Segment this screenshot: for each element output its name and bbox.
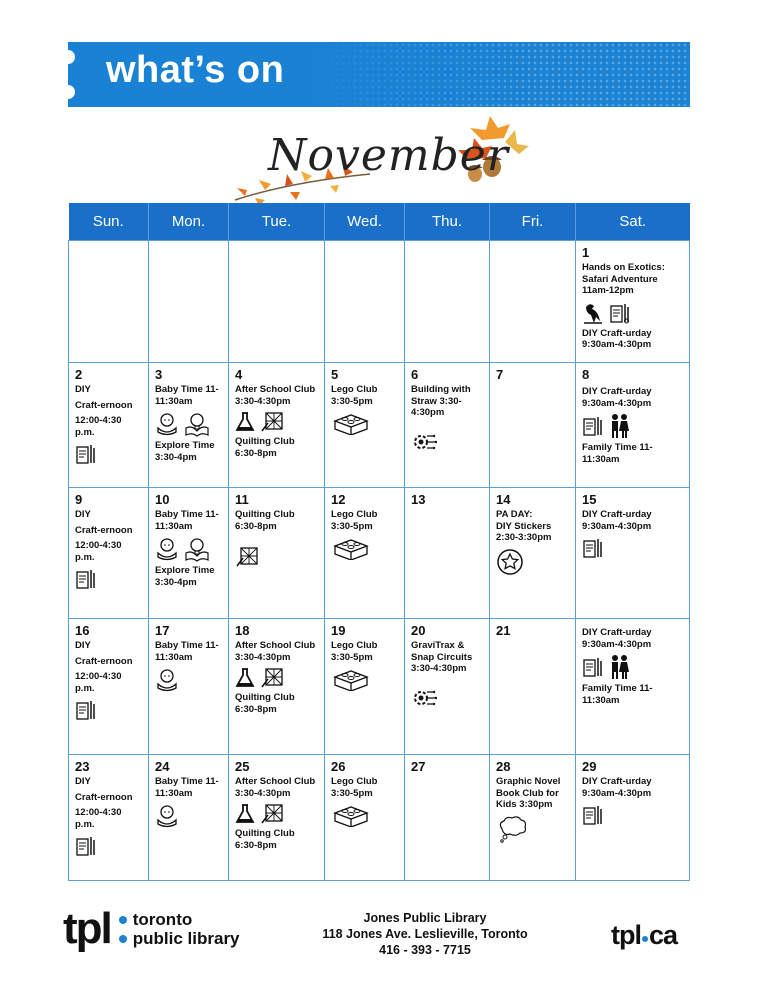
banner-title: what’s on — [106, 49, 285, 91]
logo-dot — [119, 916, 127, 924]
day-number: 14 — [496, 492, 511, 507]
event-text: Craft-ernoon — [75, 524, 133, 536]
day-number: 21 — [496, 623, 511, 638]
lightbulb-book-icon — [184, 536, 210, 562]
day-number: 23 — [75, 759, 90, 774]
weekday-thu: Thu. — [405, 203, 490, 241]
day-number: 27 — [411, 759, 426, 774]
library-name: Jones Public Library — [363, 911, 487, 925]
weekday-mon: Mon. — [149, 203, 229, 241]
day-cell — [405, 488, 490, 619]
weekday-header-row — [69, 203, 690, 241]
day-cell-empty — [69, 241, 149, 363]
event-text: Quilting Club 6:30-8pm — [235, 692, 295, 715]
family-icon — [609, 654, 631, 680]
week-row — [69, 619, 690, 755]
day-number: 17 — [155, 623, 170, 638]
flask-icon — [235, 667, 255, 689]
day-number: 24 — [155, 759, 170, 774]
day-number: 16 — [75, 623, 90, 638]
day-cell — [69, 619, 149, 755]
event-text: DIY — [75, 509, 91, 520]
website-dot — [642, 936, 648, 942]
event-text: Family Time 11-11:30am — [582, 683, 653, 706]
lego-brick-icon — [331, 536, 371, 560]
day-number: 19 — [331, 623, 346, 638]
day-number: 2 — [75, 367, 83, 382]
event-text: DIY — [75, 384, 91, 395]
day-cell — [576, 241, 690, 363]
event-text: DIY — [75, 776, 91, 787]
event-text: Building with Straw 3:30-4:30pm — [411, 384, 471, 418]
day-cell — [229, 755, 325, 881]
weekday-sat: Sat. — [576, 203, 690, 241]
event-text: Lego Club 3:30-5pm — [331, 384, 378, 407]
day-cell — [325, 619, 405, 755]
day-number: 5 — [331, 367, 339, 382]
event-text: PA DAY: — [496, 509, 533, 520]
day-number: 4 — [235, 367, 243, 382]
day-cell — [490, 619, 576, 755]
event-text: DIY Craft-urday 9:30am-4:30pm — [582, 776, 652, 799]
event-text: Baby Time 11-11:30am — [155, 776, 219, 799]
day-cell-empty — [405, 241, 490, 363]
weekday-tue: Tue. — [229, 203, 325, 241]
baby-icon — [155, 411, 179, 437]
day-cell — [229, 363, 325, 488]
day-cell — [229, 619, 325, 755]
event-text: Hands on Exotics: Safari Adventure 11am-12pm — [582, 262, 665, 296]
day-number: 28 — [496, 759, 511, 774]
day-number: 13 — [411, 492, 426, 507]
weekday-fri: Fri. — [490, 203, 576, 241]
tpl-logo — [63, 904, 240, 953]
week-row — [69, 488, 690, 619]
day-number: 9 — [75, 492, 83, 507]
library-phone: 416 - 393 - 7715 — [379, 943, 471, 957]
event-text: 12:00-4:30 p.m. — [75, 807, 122, 830]
day-number: 6 — [411, 367, 419, 382]
banner-dot-pattern — [310, 42, 690, 107]
week-row — [69, 755, 690, 881]
lego-brick-icon — [331, 411, 371, 435]
baby-icon — [155, 536, 179, 562]
flask-icon — [235, 411, 255, 433]
day-cell-empty — [149, 241, 229, 363]
day-number: 20 — [411, 623, 426, 638]
calendar-grid — [68, 203, 690, 881]
event-text: 12:00-4:30 p.m. — [75, 671, 122, 694]
website-text-pre: tpl — [611, 920, 641, 950]
day-cell — [405, 755, 490, 881]
craft-supplies-icon — [75, 834, 97, 858]
event-text: DIY Craft-urday 9:30am-4:30pm — [582, 386, 652, 409]
day-cell — [149, 619, 229, 755]
day-number: 15 — [582, 492, 597, 507]
event-text: 12:00-4:30 p.m. — [75, 415, 122, 438]
family-icon — [609, 413, 631, 439]
lego-brick-icon — [331, 803, 371, 827]
event-text: Explore Time 3:30-4pm — [155, 565, 215, 588]
website-text-post: ca — [649, 920, 678, 950]
library-street: 118 Jones Ave. Leslieville, Toronto — [322, 927, 528, 941]
day-number: 26 — [331, 759, 346, 774]
day-cell — [576, 619, 690, 755]
quilt-icon — [260, 803, 284, 825]
flask-icon — [235, 803, 255, 825]
tpl-website-logo — [611, 920, 677, 951]
event-text: Baby Time 11-11:30am — [155, 384, 219, 407]
lightbulb-book-icon — [184, 411, 210, 437]
event-text: After School Club 3:30-4:30pm — [235, 776, 316, 799]
day-cell — [69, 755, 149, 881]
day-cell — [490, 755, 576, 881]
event-text: GraviTrax & Snap Circuits 3:30-4:30pm — [411, 640, 473, 674]
day-number: 3 — [155, 367, 163, 382]
logo-text-toronto: toronto — [132, 910, 193, 929]
day-cell — [576, 755, 690, 881]
quilt-icon — [260, 667, 284, 689]
week-row — [69, 363, 690, 488]
day-cell — [149, 363, 229, 488]
event-text: DIY Craft-urday 9:30am-4:30pm — [582, 509, 652, 532]
quilt-icon — [260, 411, 284, 433]
quilt-icon — [235, 546, 259, 568]
day-number: 8 — [582, 367, 590, 382]
day-cell — [325, 363, 405, 488]
craft-supplies-icon — [582, 536, 604, 560]
parrot-icon — [582, 301, 604, 325]
event-text: Lego Club 3:30-5pm — [331, 776, 378, 799]
day-number: 11 — [235, 492, 249, 507]
lego-brick-icon — [331, 667, 371, 691]
event-text: Craft-ernoon — [75, 399, 133, 411]
event-text: Explore Time 3:30-4pm — [155, 440, 215, 463]
day-cell-empty — [325, 241, 405, 363]
logo-text-public-library: public library — [132, 929, 240, 948]
day-cell — [229, 488, 325, 619]
month-heading — [230, 112, 530, 204]
event-text: DIY Craft-urday 9:30am-4:30pm — [582, 327, 652, 350]
craft-supplies-icon — [582, 414, 604, 438]
event-text: Quilting Club 6:30-8pm — [235, 509, 295, 532]
day-number: 1 — [582, 245, 590, 260]
month-title: November — [268, 130, 509, 181]
day-cell — [490, 363, 576, 488]
day-number: 18 — [235, 623, 250, 638]
craft-supplies-icon — [75, 442, 97, 466]
craft-supplies-icon — [609, 301, 631, 325]
banner-notch — [68, 50, 75, 64]
event-text: Family Time 11-11:30am — [582, 442, 653, 465]
event-text: 12:00-4:30 p.m. — [75, 540, 122, 563]
day-number: 10 — [155, 492, 170, 507]
event-text: Lego Club 3:30-5pm — [331, 640, 378, 663]
event-text: Quilting Club 6:30-8pm — [235, 436, 295, 459]
event-text: Lego Club 3:30-5pm — [331, 509, 378, 532]
event-text: Baby Time 11-11:30am — [155, 640, 219, 663]
event-text: After School Club 3:30-4:30pm — [235, 384, 316, 407]
day-cell — [69, 363, 149, 488]
day-number: 12 — [331, 492, 346, 507]
craft-supplies-icon — [75, 698, 97, 722]
tpl-logo-mark: tpl — [63, 904, 111, 953]
logo-dot — [119, 935, 127, 943]
event-text: Craft-ernoon — [75, 655, 133, 667]
weekday-sun: Sun. — [69, 203, 149, 241]
day-number: 7 — [496, 367, 504, 382]
banner-notch — [68, 85, 75, 99]
craft-supplies-icon — [75, 567, 97, 591]
event-text: Graphic Novel Book Club for Kids 3:30pm — [496, 776, 561, 810]
star-sticker-icon — [496, 548, 524, 576]
weekday-wed: Wed. — [325, 203, 405, 241]
day-cell — [69, 488, 149, 619]
day-cell-empty — [229, 241, 325, 363]
event-text: Craft-ernoon — [75, 791, 133, 803]
circuit-gear-icon — [411, 685, 437, 711]
baby-icon — [155, 667, 179, 693]
baby-icon — [155, 803, 179, 829]
event-text: DIY Craft-urday 9:30am-4:30pm — [582, 627, 652, 650]
event-text: Baby Time 11-11:30am — [155, 509, 219, 532]
thought-bubble-icon — [496, 815, 528, 843]
week-row — [69, 241, 690, 363]
day-cell — [405, 363, 490, 488]
day-cell — [490, 488, 576, 619]
event-text: DIY — [75, 640, 91, 651]
day-number: 29 — [582, 759, 597, 774]
event-text: DIY Stickers 2:30-3:30pm — [496, 520, 552, 543]
day-cell — [149, 488, 229, 619]
day-cell — [325, 755, 405, 881]
day-cell — [325, 488, 405, 619]
day-cell — [576, 363, 690, 488]
library-address — [300, 910, 550, 958]
craft-supplies-icon — [582, 803, 604, 827]
craft-supplies-icon — [582, 655, 604, 679]
event-text: Quilting Club 6:30-8pm — [235, 828, 295, 851]
day-cell — [576, 488, 690, 619]
day-cell-empty — [490, 241, 576, 363]
day-cell — [149, 755, 229, 881]
event-text: After School Club 3:30-4:30pm — [235, 640, 316, 663]
day-cell — [405, 619, 490, 755]
circuit-gear-icon — [411, 429, 437, 455]
day-number: 25 — [235, 759, 250, 774]
whats-on-banner — [68, 42, 690, 107]
